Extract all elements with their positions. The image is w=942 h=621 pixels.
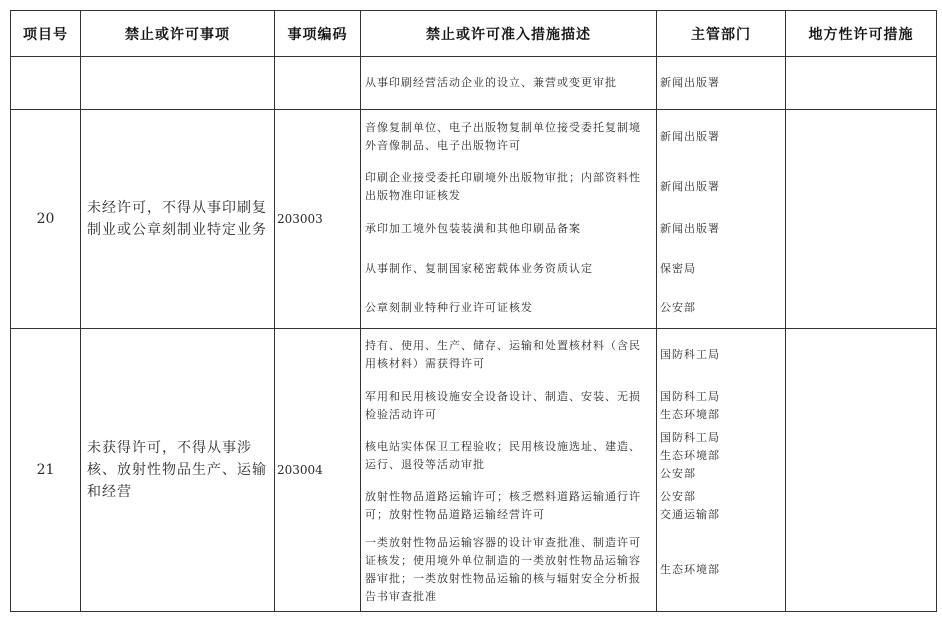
local-measure <box>786 110 937 329</box>
col-header-code: 事项编码 <box>275 11 361 57</box>
item-number: 21 <box>11 329 81 612</box>
local-measure <box>786 57 937 110</box>
col-header-local: 地方性许可措施 <box>786 11 937 57</box>
permit-table <box>10 10 937 612</box>
measure-desc: 核电站实体保卫工程验收；民用核设施选址、建造、运行、退役等活动审批 <box>365 440 641 471</box>
dept-cell <box>657 329 786 612</box>
dept-name: 公安部 交通运输部 <box>660 490 720 521</box>
item-title <box>81 57 275 110</box>
dept-name: 国防科工局 生态环境部 公安部 <box>660 431 720 480</box>
dept-cell <box>657 110 786 329</box>
dept-name: 保密局 <box>660 262 696 275</box>
dept-name: 新闻出版署 <box>660 179 720 193</box>
item-code: 203003 <box>275 110 361 329</box>
dept-name: 新闻出版署 <box>660 130 720 143</box>
measure-desc: 印刷企业接受委托印刷境外出版物审批；内部资料性出版物准印证核发 <box>365 170 641 202</box>
dept-name: 公安部 <box>660 301 696 314</box>
measure-desc: 公章刻制业特种行业许可证核发 <box>365 301 533 314</box>
measure-desc: 从事印刷经营活动企业的设立、兼营或变更审批 <box>365 76 617 89</box>
dept-name: 新闻出版署 <box>660 76 720 89</box>
dept-name: 生态环境部 <box>660 563 720 576</box>
col-header-dept: 主管部门 <box>657 11 786 57</box>
item-title: 未经许可，不得从事印刷复制业或公章刻制业特定业务 <box>81 110 275 329</box>
table-row <box>11 329 937 612</box>
local-measure <box>786 329 937 612</box>
measure-desc: 承印加工境外包装装潢和其他印刷品备案 <box>365 222 581 235</box>
item-number: 20 <box>11 110 81 329</box>
measure-desc: 军用和民用核设施安全设备设计、制造、安装、无损检验活动许可 <box>365 390 641 421</box>
measure-desc: 音像复制单位、电子出版物复制单位接受委托复制境外音像制品、电子出版物许可 <box>365 121 641 152</box>
dept-name: 新闻出版署 <box>660 222 720 235</box>
table-row <box>11 110 937 329</box>
col-header-no: 项目号 <box>11 11 81 57</box>
measure-desc: 放射性物品道路运输许可；核乏燃料道路运输通行许可；放射性物品道路运输经营许可 <box>365 490 641 521</box>
item-title: 未获得许可，不得从事涉核、放射性物品生产、运输和经营 <box>81 329 275 612</box>
dept-cell <box>657 57 786 110</box>
dept-name: 国防科工局 <box>660 348 720 361</box>
item-code <box>275 57 361 110</box>
item-number <box>11 57 81 110</box>
col-header-item: 禁止或许可事项 <box>81 11 275 57</box>
dept-name: 国防科工局 生态环境部 <box>660 390 720 421</box>
table-row <box>11 57 937 110</box>
measure-desc: 持有、使用、生产、储存、运输和处置核材料（含民用核材料）需获得许可 <box>365 339 641 370</box>
measure-desc: 从事制作、复制国家秘密载体业务资质认定 <box>365 262 593 275</box>
measure-desc-cell <box>361 110 657 329</box>
measure-desc-cell <box>361 57 657 110</box>
item-code: 203004 <box>275 329 361 612</box>
header-row <box>11 11 937 57</box>
col-header-desc: 禁止或许可准入措施描述 <box>361 11 657 57</box>
measure-desc: 一类放射性物品运输容器的设计审查批准、制造许可证核发；使用境外单位制造的一类放射性物品运输容器审批；一类放射性物品运输的核与辐射安全分析报告书审查批准 <box>365 536 641 603</box>
measure-desc-cell <box>361 329 657 612</box>
